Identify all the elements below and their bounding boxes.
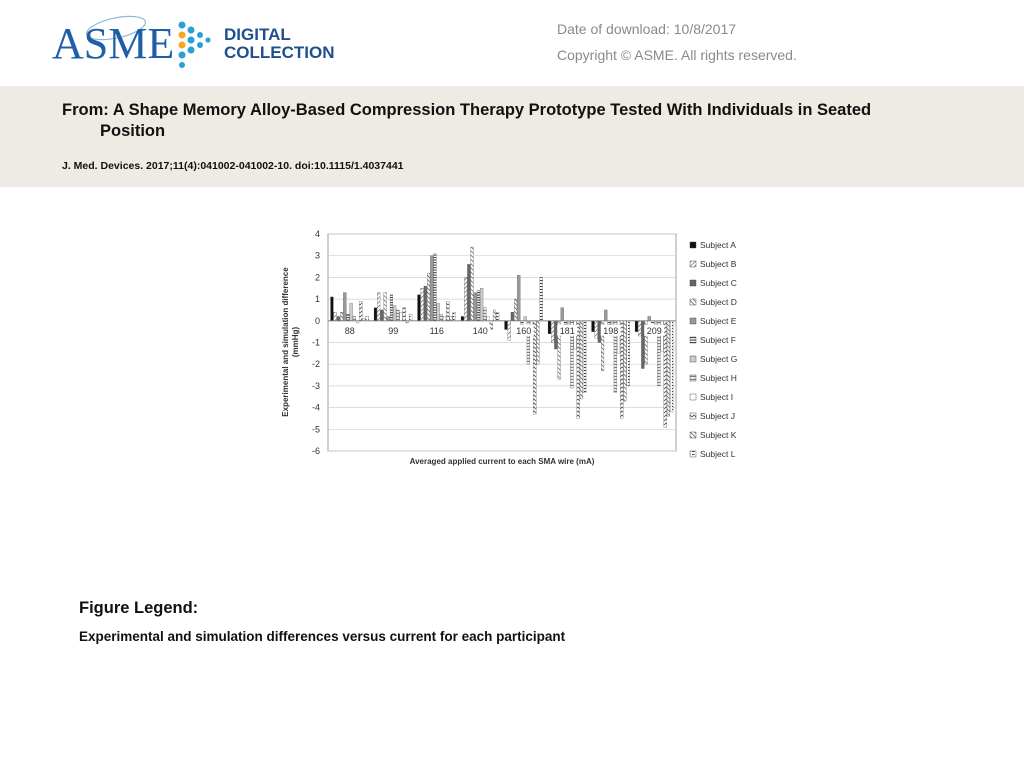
y-tick-label: 2: [314, 272, 320, 283]
article-title-line2: Position: [100, 122, 166, 140]
bar-subject-l-99: [409, 314, 412, 321]
legend-entry: Subject B: [700, 259, 737, 269]
y-tick-label: 3: [314, 250, 320, 261]
bar-subject-f-99: [390, 295, 393, 321]
bar-subject-e-99: [387, 316, 390, 320]
bar-subject-c-198: [598, 321, 601, 343]
logo-dots-icon: [179, 22, 211, 69]
x-tick-label: 160: [516, 325, 532, 336]
y-tick-label: -3: [311, 380, 320, 391]
bar-subject-d-140: [471, 247, 474, 321]
bar-subject-k-160: [537, 321, 540, 364]
bar-subject-i-99: [400, 312, 403, 321]
x-tick-label: 181: [559, 325, 575, 336]
bar-subject-f-140: [477, 290, 480, 320]
y-tick-label: -5: [311, 424, 320, 435]
y-tick-label: -6: [311, 446, 320, 456]
download-date: Date of download: 10/8/2017: [557, 21, 737, 37]
bar-subject-l-140: [496, 312, 499, 321]
y-tick-label: 1: [314, 294, 320, 305]
figure-legend-caption: Experimental and simulation differences versus current for each participant: [79, 629, 566, 644]
legend-swatch: [690, 280, 696, 286]
x-axis-label: Averaged applied current to each SMA wire (mA): [409, 457, 595, 466]
bar-subject-h-99: [396, 310, 399, 321]
y-tick-label: 4: [314, 229, 320, 239]
bar-subject-b-198: [595, 321, 598, 338]
bar-subject-h-88: [353, 316, 356, 320]
legend-swatch: [690, 451, 696, 457]
legend-swatch: [690, 337, 696, 343]
legend-entry: Subject A: [700, 240, 736, 250]
bar-subject-j-88: [359, 301, 362, 321]
bar-subject-k-198: [624, 321, 627, 401]
bar-subject-c-88: [337, 316, 340, 320]
bar-subject-l-88: [366, 316, 369, 320]
bar-subject-g-140: [480, 288, 483, 321]
bar-subject-j-99: [403, 308, 406, 321]
bar-subject-b-99: [377, 293, 380, 321]
legend-swatch: [690, 261, 696, 267]
bar-subject-i-140: [487, 316, 490, 320]
bar-subject-d-116: [427, 273, 430, 321]
bar-subject-i-116: [443, 316, 446, 320]
bar-chart: [276, 222, 756, 470]
bar-subject-g-88: [350, 303, 353, 320]
bar-subject-j-181: [577, 321, 580, 419]
y-tick-label: -1: [311, 337, 320, 348]
y-tick-label: -4: [311, 402, 320, 413]
legend-swatch: [690, 299, 696, 305]
article-title-line1: From: A Shape Memory Alloy-Based Compression Therapy Prototype Tested With Individuals in Seated: [62, 101, 872, 119]
bar-subject-h-116: [440, 314, 443, 321]
bar-subject-c-181: [554, 321, 557, 349]
logo-digital: DIGITAL: [224, 25, 291, 44]
asme-logo: [52, 10, 352, 72]
legend-entry: Subject J: [700, 411, 735, 421]
bar-subject-c-99: [380, 310, 383, 321]
bar-subject-g-99: [393, 306, 396, 321]
bar-subject-a-99: [374, 308, 377, 321]
legend-swatch: [690, 394, 696, 400]
bar-subject-j-209: [664, 321, 667, 427]
legend-entry: Subject E: [700, 316, 737, 326]
bar-subject-j-160: [533, 321, 536, 414]
legend-entry: Subject I: [700, 392, 734, 402]
bar-subject-i-160: [530, 321, 533, 325]
bar-subject-e-88: [343, 293, 346, 321]
bar-subject-l-116: [453, 312, 456, 321]
bar-subject-e-116: [430, 256, 433, 321]
bar-subject-g-160: [524, 316, 527, 320]
x-tick-label: 88: [344, 325, 355, 336]
bar-subject-c-140: [467, 264, 470, 320]
bar-subject-k-209: [667, 321, 670, 416]
bar-subject-d-88: [340, 312, 343, 321]
bar-subject-c-116: [424, 286, 427, 321]
bar-subject-b-181: [551, 321, 554, 343]
figure-legend-heading: Figure Legend:: [79, 599, 199, 617]
legend-swatch: [690, 413, 696, 419]
bar-subject-g-116: [437, 303, 440, 320]
bar-subject-c-160: [511, 312, 514, 321]
article-citation: J. Med. Devices. 2017;11(4):041002-041002-10. doi:10.1115/1.4037441: [62, 160, 404, 172]
bar-subject-k-116: [450, 316, 453, 320]
bar-subject-a-116: [418, 295, 421, 321]
x-tick-label: 116: [429, 325, 444, 336]
bar-subject-a-198: [592, 321, 595, 332]
bar-subject-a-140: [461, 316, 464, 320]
bar-subject-l-209: [670, 321, 673, 412]
y-tick-label: 0: [314, 315, 320, 326]
y-axis-label-line1: Experimental and simulation difference: [281, 267, 290, 417]
legend-swatch: [690, 356, 696, 362]
legend-swatch: [690, 375, 696, 381]
legend-entry: Subject G: [700, 354, 738, 364]
bar-subject-j-140: [490, 321, 493, 330]
article-title: [62, 100, 962, 142]
legend-entry: Subject C: [700, 278, 737, 288]
bar-subject-b-209: [638, 321, 641, 336]
bar-subject-d-99: [384, 293, 387, 321]
legend-entry: Subject D: [700, 297, 737, 307]
bar-subject-k-181: [580, 321, 583, 399]
logo-wordmark: ASME: [52, 19, 175, 68]
bar-subject-e-140: [474, 293, 477, 321]
legend-entry: Subject L: [700, 449, 736, 459]
legend-entry: Subject K: [700, 430, 737, 440]
bar-subject-e-198: [604, 310, 607, 321]
bar-subject-f-116: [434, 254, 437, 321]
bar-subject-e-160: [517, 275, 520, 321]
y-axis-label-line2: (mmHg): [291, 326, 300, 358]
bar-subject-b-140: [464, 277, 467, 320]
x-tick-label: 198: [603, 325, 619, 336]
legend-swatch: [690, 318, 696, 324]
bar-subject-l-160: [540, 277, 543, 320]
x-tick-label: 99: [388, 325, 399, 336]
x-tick-label: 209: [646, 325, 662, 336]
logo-collection: COLLECTION: [224, 43, 335, 62]
bar-subject-b-160: [508, 321, 511, 341]
bar-subject-l-198: [627, 321, 630, 386]
legend-swatch: [690, 432, 696, 438]
legend-entry: Subject H: [700, 373, 737, 383]
bar-subject-k-140: [493, 310, 496, 321]
legend-swatch: [690, 242, 696, 248]
bar-subject-a-209: [635, 321, 638, 332]
bar-subject-a-181: [548, 321, 551, 334]
x-tick-label: 140: [472, 325, 488, 336]
bar-subject-f-88: [347, 314, 350, 321]
bar-subject-l-181: [583, 321, 586, 393]
bar-subject-j-198: [620, 321, 623, 419]
bar-subject-e-209: [648, 316, 651, 320]
bar-subject-c-209: [641, 321, 644, 369]
bar-subject-h-140: [483, 308, 486, 321]
bar-subject-e-181: [561, 308, 564, 321]
bar-subject-j-116: [446, 301, 449, 321]
bar-subject-a-160: [505, 321, 508, 330]
legend-entry: Subject F: [700, 335, 736, 345]
bar-subject-d-160: [514, 299, 517, 321]
bar-subject-b-116: [421, 288, 424, 321]
bar-subject-a-88: [331, 297, 334, 321]
copyright-notice: Copyright © ASME. All rights reserved.: [557, 47, 797, 63]
bar-subject-b-88: [334, 312, 337, 321]
page-header: [0, 0, 1024, 86]
y-tick-label: -2: [311, 359, 320, 370]
